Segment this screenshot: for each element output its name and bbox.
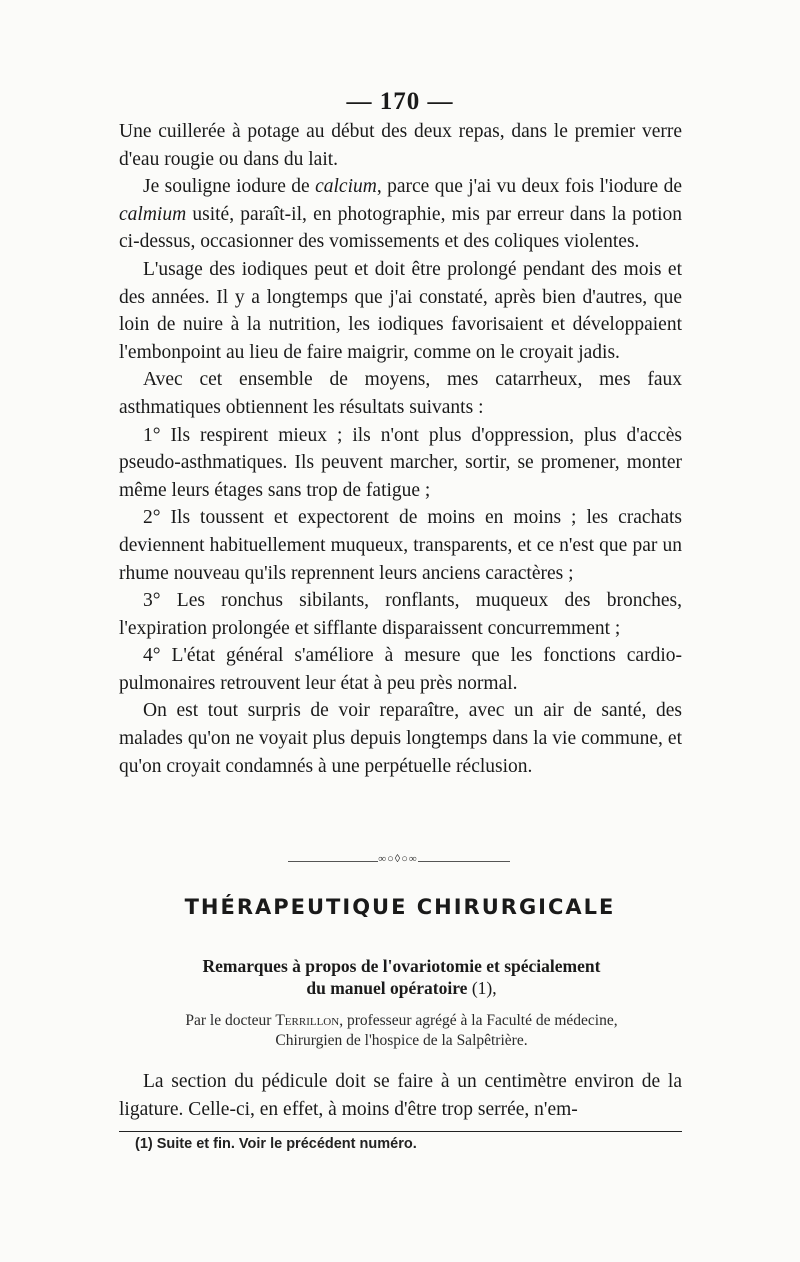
author-prefix: Par le docteur <box>185 1012 276 1029</box>
article-author <box>120 1011 683 1051</box>
article-title-line-1: Remarques à propos de l'ovariotomie et spécialement <box>202 956 601 976</box>
paragraph-result-2: 2° Ils toussent et expectorent de moins en moins ; les crachats deviennent habituellement muqueux, transparents, et ce n'est que par un rhume nouveau qu'ils reprennent leurs anciens caractères ; <box>119 507 682 584</box>
paragraph-results-intro: Avec cet ensemble de moyens, mes catarrheux, mes faux asthmatiques obtiennent les résultats suivants : <box>119 369 682 418</box>
calcium-word: calcium <box>315 176 377 198</box>
calmium-word: calmium <box>119 203 187 225</box>
paragraph-section: La section du pédicule doit se faire à un centimètre environ de la ligature. Celle-ci, en effet, à moins d'être trop serrée, n'em- <box>119 1071 682 1120</box>
paragraph-result-3: 3° Les ronchus sibilants, ronflants, muqueux des bronches, l'expiration prolongée et sifflante disparaissent concurremment ; <box>119 590 682 639</box>
ornament-glyphs: ∞○◊○∞ <box>378 853 418 865</box>
author-name: Terrillon <box>275 1012 340 1029</box>
section-ornament <box>288 853 510 867</box>
ornament-line-right <box>418 861 510 862</box>
article-title-line-2-text: du manuel opératoire <box>306 978 468 998</box>
page-number: — 170 — <box>346 88 454 115</box>
paragraph-result-4: 4° L'état général s'améliore à mesure que les fonctions cardio-pulmonaires retrouvent leur état à peu près normal. <box>119 645 682 694</box>
article-footnote-ref: (1), <box>467 978 497 998</box>
article-body <box>119 1068 682 1124</box>
footnote-rule <box>119 1131 682 1132</box>
iodure-text-3: usité, paraît-il, en photographie, mis par erreur dans la potion ci-dessus, occasionner des vomissements et des coliques violentes. <box>119 203 682 253</box>
ornament-line-left <box>288 861 378 862</box>
paragraph-conclusion: On est tout surpris de voir reparaître, avec un air de santé, des malades qu'on ne voyait plus depuis longtemps dans la vie commune, et qu'on croyait condamnés à une perpétuelle réclusion. <box>119 700 682 777</box>
article-title-line-2 <box>120 977 683 999</box>
iodure-text-1: Je souligne iodure de <box>143 176 316 198</box>
footnote: (1) Suite et fin. Voir le précédent numéro. <box>135 1136 417 1152</box>
author-line-2: Chirurgien de l'hospice de la Salpêtrière. <box>275 1032 528 1049</box>
paragraph-usage: L'usage des iodiques peut et doit être prolongé pendant des mois et des années. Il y a longtemps que j'ai constaté, après bien d'autres, que loin de nuire à la nutrition, les iodiques favorisaient et développaient l'embonpoint au lieu de faire maigrir, comme on le croyait jadis. <box>119 258 682 363</box>
author-line-1 <box>120 1011 683 1031</box>
iodure-text-2: , parce que j'ai vu deux fois l'iodure de <box>376 176 682 198</box>
body-text <box>119 118 682 780</box>
paragraph-result-1: 1° Ils respirent mieux ; ils n'ont plus d'oppression, plus d'accès pseudo-asthmatiques. Ils peuvent marcher, sortir, se promener, monter même leurs étages sans trop de fatigue ; <box>119 424 682 501</box>
author-title: , professeur agrégé à la Faculté de médecine, <box>339 1012 618 1029</box>
section-title: THÉRAPEUTIQUE CHIRURGICALE <box>184 895 616 919</box>
paragraph-iodure <box>119 173 682 256</box>
paragraph-dosage: Une cuillerée à potage au début des deux repas, dans le premier verre d'eau rougie ou dans du lait. <box>119 121 682 170</box>
article-title <box>120 955 683 999</box>
